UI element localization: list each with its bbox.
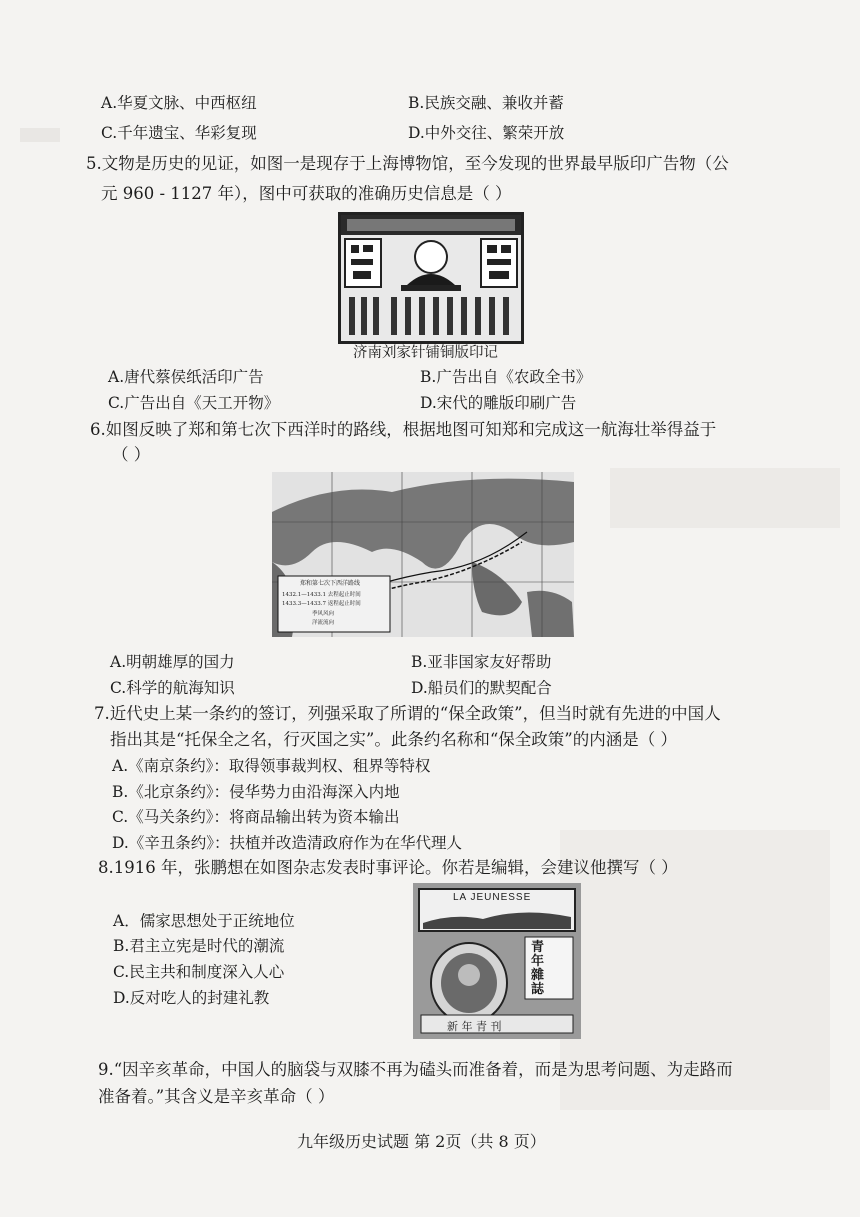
q7-option-b: B.《北京条约》：侵华势力由沿海深入内地 xyxy=(112,783,400,801)
q5-option-d: D.宋代的雕版印刷广告 xyxy=(420,394,577,412)
q8-stem: 8.1916 年，张鹏想在如图杂志发表时事评论。你若是编辑，会建议他撰写（ ） xyxy=(98,858,678,877)
map-legend-title: 郑和第七次下西洋路线 xyxy=(300,580,361,587)
q5-figure-caption: 济南刘家针铺铜版印记 xyxy=(353,345,498,361)
bleed-through-text xyxy=(20,128,60,142)
q9-stem-line1: 9.“因辛亥革命，中国人的脑袋与双膝不再为磕头而准备着，而是为思考问题、为走路而 xyxy=(98,1060,733,1079)
q5-stem-line1: 5.文物是历史的见证，如图一是现存于上海博物馆，至今发现的世界最早版印广告物（公 xyxy=(86,154,729,173)
map-legend-item: 洋流流向 xyxy=(312,620,335,626)
q4-option-a: A.华夏文脉、中西枢纽 xyxy=(101,94,257,112)
q5-option-b: B.广告出自《农政全书》 xyxy=(420,368,592,386)
magazine-bottom-label: 新 年 青 刊 xyxy=(447,1020,502,1033)
q8-option-c: C.民主共和制度深入人心 xyxy=(113,963,285,981)
la-jeunesse-magazine-cover xyxy=(413,883,581,1039)
q6-option-a: A.明朝雄厚的国力 xyxy=(110,653,235,671)
q6-option-b: B.亚非国家友好帮助 xyxy=(411,653,552,671)
q4-option-b: B.民族交融、兼收并蓄 xyxy=(408,94,564,112)
magazine-title-latin: LA JEUNESSE xyxy=(453,892,532,903)
map-legend-item: 1432.1—1433.1 去程起止时间 xyxy=(282,592,361,598)
q9-stem-line2: 准备着。”其含义是辛亥革命（ ） xyxy=(98,1087,335,1106)
q4-option-d: D.中外交往、繁荣开放 xyxy=(408,124,565,142)
q8-option-a: A．儒家思想处于正统地位 xyxy=(113,912,295,930)
q4-option-c: C.千年遗宝、华彩复现 xyxy=(101,124,257,142)
q5-option-a: A.唐代蔡侯纸活印广告 xyxy=(108,368,264,386)
q7-stem-line1: 7.近代史上某一条约的签订，列强采取了所谓的“保全政策”，但当时就有先进的中国人 xyxy=(94,704,721,723)
bleed-through-text xyxy=(610,468,840,528)
q6-option-c: C.科学的航海知识 xyxy=(110,679,235,697)
q7-option-a: A.《南京条约》：取得领事裁判权、租界等特权 xyxy=(112,757,431,775)
map-legend-item: 季风风向 xyxy=(312,611,335,617)
q6-stem-line1: 6.如图反映了郑和第七次下西洋时的路线，根据地图可知郑和完成这一航海壮举得益于 xyxy=(90,420,717,439)
q7-stem-line2: 指出其是“托保全之名，行灭国之实”。此条约名称和“保全政策”的内涵是（ ） xyxy=(110,730,677,749)
advertisement-print-svg xyxy=(341,215,521,341)
q7-option-c: C.《马关条约》：将商品输出转为资本输出 xyxy=(112,808,400,826)
magazine-cover-svg xyxy=(413,883,581,1039)
q5-option-c: C.广告出自《天工开物》 xyxy=(108,394,280,412)
map-legend-item: 1433.3—1433.7 返程起止时间 xyxy=(282,601,361,607)
q7-option-d: D.《辛丑条约》：扶植并改造清政府作为在华代理人 xyxy=(112,834,463,852)
page-footer: 九年级历史试题 第 2页（共 8 页） xyxy=(297,1132,546,1151)
q6-stem-line2: （ ） xyxy=(112,445,151,464)
q6-option-d: D.船员们的默契配合 xyxy=(411,679,552,697)
magazine-title-cn: 青年雜誌 xyxy=(531,940,545,997)
zheng-he-voyage-map xyxy=(272,472,574,637)
q8-option-d: D.反对吃人的封建礼教 xyxy=(113,989,270,1007)
q5-stem-line2: 元 960 - 1127 年），图中可获取的准确历史信息是（ ） xyxy=(101,184,512,203)
advertisement-print-image xyxy=(338,212,524,344)
q8-option-b: B.君主立宪是时代的潮流 xyxy=(113,937,285,955)
